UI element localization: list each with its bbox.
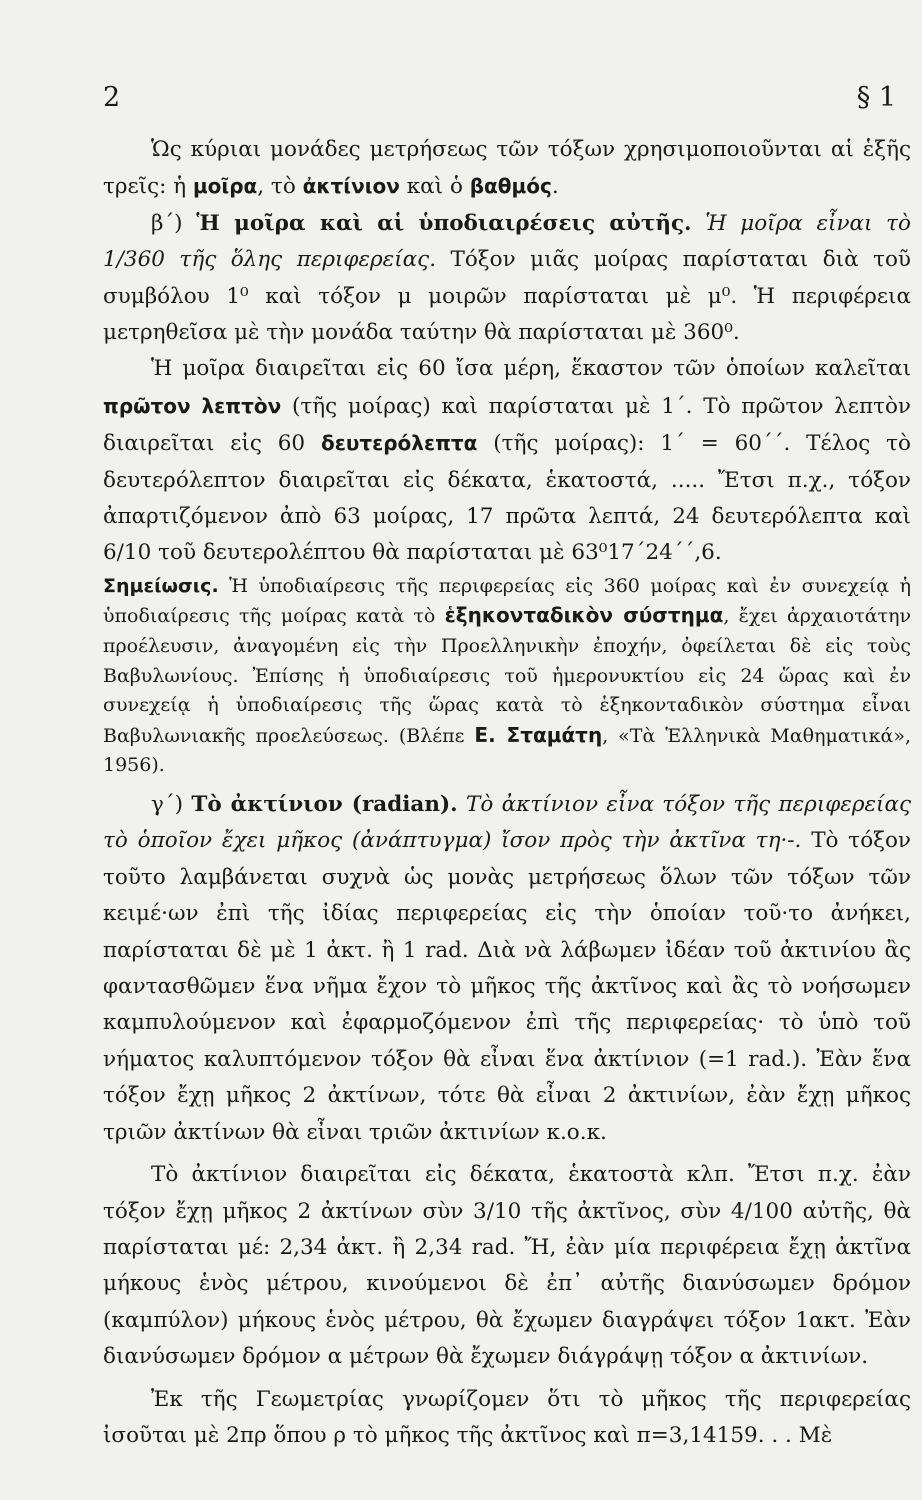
text-run: Τόξον μιᾶς μοίρας παρίσταται διὰ τοῦ συμβόλου 1⁰ καὶ τόξον μ μοιρῶν παρίσταται μὲ μ⁰. Ἡ περιφέρεια μετρηθεῖσα μὲ τὴν μονάδα ταύτην θὰ παρίσταται μὲ 360⁰. xyxy=(103,247,911,346)
term-minute: πρῶτον λεπτὸν xyxy=(103,393,282,418)
paragraph-units-intro xyxy=(103,132,911,206)
text-run: , «Τὰ Ἑλληνικὰ Μαθηματικά», 1956). xyxy=(103,724,911,777)
paragraph-circumference xyxy=(103,1382,911,1455)
paragraph-degree-definition xyxy=(103,206,911,352)
paragraph-minutes-seconds xyxy=(103,351,911,571)
text-run: (τῆς μοίρας): 1΄ = 60΄΄. Τέλος τὸ δευτερόλεπτον διαιρεῖται εἰς δέκατα, ἑκατοστά, ..... Ἔτσι π.χ., τόξον ἀπαρτιζόμενον ἀπὸ 63 μοίρας, 17 πρῶτα λεπτά, 24 δευτερόλεπτα καὶ 6/10 τοῦ δευτερολέπτου θὰ παρίσταται μὲ 63⁰17΄24΄΄,6. xyxy=(103,431,911,566)
text-run: β΄) xyxy=(151,210,197,236)
text-run: καὶ ὁ xyxy=(399,174,470,200)
section-heading-radian: Τὸ ἀκτίνιον (radian). xyxy=(191,792,458,818)
paragraph-radian-subdivision xyxy=(103,1157,911,1375)
definition-text: Ἡ μοῖρα εἶναι τὸ 1/360 τῆς ὅλης περιφερείας. xyxy=(103,210,912,273)
definition-text: Τὸ ἀκτίνιον εἶνα τόξον τῆς περιφερείας τὸ ὁποῖον ἔχει μῆκος (ἀνάπτυγμα) ἴσον πρὸς τὴν ἀκτῖνα τη·-. xyxy=(103,792,912,854)
text-run: , τὸ xyxy=(257,174,303,200)
term-radian: ἀκτίνιον xyxy=(302,174,400,199)
page-body xyxy=(103,132,911,1454)
text-run: Τὸ ἀκτίνιον διαιρεῖται εἰς δέκατα, ἑκατοστὰ κλπ. Ἔτσι π.χ. ἐὰν τόξον ἔχῃ μῆκος 2 ἀκτίνων σὺν 3/10 τῆς ἀκτῖνος, σὺν 4/100 αὐτῆς, θὰ παρίσταται μέ: 2,34 ἀκτ. ἢ 2,34 rad. Ἤ, ἐὰν μία περιφέρεια ἔχῃ ἀκτῖνα μήκους ἑνὸς μέτρου, κινούμενοι δὲ ἐπ᾿ αὐτῆς διανύσωμεν δρόμον (καμπύλον) μήκους ἑνὸς μέτρου, θὰ ἔχωμεν διαγράψει τόξον 1ακτ. Ἐὰν διανύσωμεν δρόμον α μέτρων θὰ ἔχωμεν διάγράψῃ τόξον α ἀκτινίων. xyxy=(103,1162,911,1370)
text-run: , ἔχει ἀρχαιοτάτην προέλευσιν, ἀναγομένη εἰς τὴν Προελληνικὴν ἐποχήν, ὀφείλεται δὲ εἰς τοὺς Βαβυλωνίους. Ἐπίσης ἡ ὑποδιαίρεσις τοῦ ἡμερονυκτίου εἰς 24 ὥρας καὶ ἐν συνεχείᾳ ἡ ὑποδιαίρεσις τῆς ὥρας κατὰ τὸ ἑξηκονταδικὸν σύστημα εἶναι Βαβυλωνιακῆς προελεύσεως. (Βλέπε xyxy=(103,605,911,747)
text-run: Ἐκ τῆς Γεωμετρίας γνωρίζομεν ὅτι τὸ μῆκος τῆς περιφερείας ἰσοῦται μὲ 2πρ ὅπου ρ τὸ μῆκος τῆς ἀκτῖνος καὶ π=3,14159. . . Μὲ xyxy=(103,1386,911,1448)
text-run: Ἡ ὑποδιαίρεσις τῆς περιφερείας εἰς 360 μοίρας καὶ ἐν συνεχείᾳ ἡ ὑποδιαίρεσις τῆς μοίρας κατὰ τὸ xyxy=(103,574,911,628)
term-sexagesimal: ἑξηκονταδικὸν σύστημα xyxy=(444,603,724,628)
text-run: Ἡ μοῖρα διαιρεῖται εἰς 60 ἴσα μέρη, ἕκαστον τῶν ὁποίων καλεῖται xyxy=(151,356,911,382)
text-run: (τῆς μοίρας) καὶ παρίσταται μὲ 1΄. Τὸ πρῶτον λεπτὸν διαιρεῖται εἰς 60 xyxy=(103,393,911,457)
term-degree: μοῖρα xyxy=(192,174,258,199)
paragraph-radian-definition xyxy=(103,787,911,1151)
note-label: Σημείωσις. xyxy=(103,574,219,597)
text-run: Ὡς κύριαι μονάδες μετρήσεως τῶν τόξων χρησιμοποιοῦνται αἱ ἑξῆς τρεῖς: ἡ xyxy=(103,137,911,200)
text-run: Τὸ τόξον τοῦτο λαμβάνεται συχνὰ ὡς μονὰς μετρήσεως ὅλων τῶν τόξων τῶν κειμέ·ων ἐπὶ τῆς ἰδίας περιφερείας εἰς τὴν ὁποίαν τοῦ·το ἀνήκει, παρίσταται δὲ μὲ 1 ἀκτ. ἢ 1 rad. Διὰ νὰ λάβωμεν ἰδέαν τοῦ ἀκτινίου ἂς φαντασθῶμεν ἕνα νῆμα ἔχον τὸ μῆκος τῆς ἀκτῖνος καὶ ἂς τὸ νοήσωμεν καμπυλούμενον καὶ ἐφαρμοζόμενον ἐπὶ τῆς περιφερείας· τὸ ὑπὸ τοῦ νήματος καλυπτόμενον τόξον θὰ εἶναι ἕνα ἀκτίνιον (=1 rad.). Ἐὰν ἕνα τόξον ἔχῃ μῆκος 2 ἀκτίνων, τότε θὰ εἶναι 2 ἀκτινίων, ἐὰν ἔχῃ μῆκος τριῶν ἀκτίνων θὰ εἶναι τριῶν ἀκτινίων κ.ο.κ. xyxy=(103,828,911,1145)
author-name: Ε. Σταμάτη xyxy=(474,722,603,747)
term-grade: βαθμός xyxy=(469,174,552,199)
text-run: γ΄) xyxy=(151,792,192,818)
term-second: δευτερόλεπτα xyxy=(320,431,478,456)
section-heading-degree: Ἡ μοῖρα καὶ αἱ ὑποδιαιρέσεις αὐτῆς. xyxy=(196,210,692,236)
text-run: . xyxy=(551,174,559,200)
historical-note xyxy=(103,572,911,781)
section-marker: § 1 xyxy=(856,82,896,113)
page-number: 2 xyxy=(103,82,121,113)
